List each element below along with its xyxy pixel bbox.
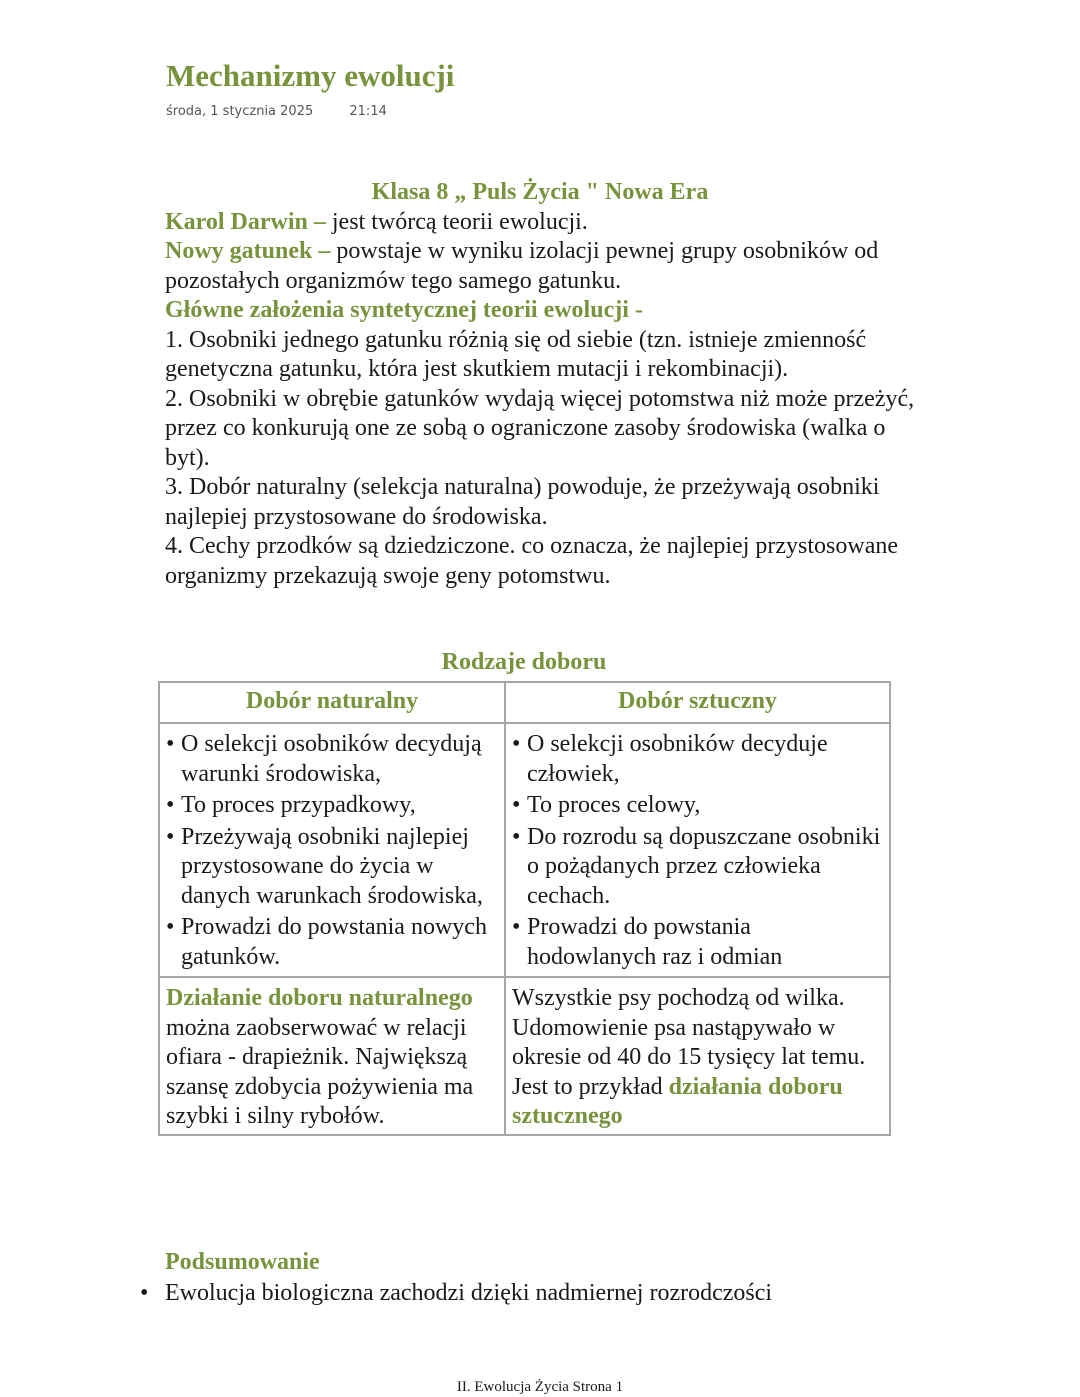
assumption-point: 4. Cechy przodków są dziedziczone. co oznacza, że najlepiej przystosowane organizmy przekazują swoje geny potomstwu. xyxy=(165,533,899,589)
assumption-point: 1. Osobniki jednego gatunku różnią się od siebie (tzn. istnieje zmienność genetyczna gatunku, która jest skutkiem mutacji i rekombinacji). xyxy=(165,326,867,382)
species-term: Nowy gatunek – xyxy=(165,238,331,264)
page-footer: II. Ewolucja Życia Strona 1 xyxy=(456,1379,624,1395)
natural-example-cell xyxy=(159,977,505,1135)
selection-table xyxy=(158,681,891,1136)
header-natural: Dobór naturalny xyxy=(159,682,505,723)
list-item: • Przeżywają osobniki najlepiej przystosowane do życia w danych warunkach środowiska, xyxy=(166,823,498,912)
species-text: powstaje w wyniku izolacji pewnej grupy osobników od pozostałych organizmów tego samego gatunku. xyxy=(165,238,879,294)
natural-features-list xyxy=(166,730,498,972)
species-paragraph xyxy=(165,237,925,296)
list-item: • Do rozrodu są dopuszczane osobniki o pożądanych przez człowieka cechach. xyxy=(512,823,883,912)
summary-title: Podsumowanie xyxy=(165,1249,320,1275)
list-item: • To proces celowy, xyxy=(512,791,883,821)
assumptions-title: Główne założenia syntetycznej teorii ewolucji - xyxy=(165,297,643,323)
list-item: • O selekcji osobników decydują warunki środowiska, xyxy=(166,730,498,789)
table-row xyxy=(159,977,890,1135)
assumption-point: 2. Osobniki w obrębie gatunków wydają więcej potomstwa niż może przeżyć, przez co konkurują one ze sobą o ograniczone zasoby środowiska (walka o byt). xyxy=(165,385,915,471)
class-heading: Klasa 8 „ Puls Życia " Nowa Era xyxy=(371,179,709,205)
bullet-symbol: • xyxy=(140,1280,149,1306)
natural-example-text: można zaobserwować w relacji ofiara - drapieżnik. Największą szansę zdobycia pożywienia ma szybki i silny rybołów. xyxy=(166,1014,474,1129)
natural-example-term: Działanie doboru naturalnego xyxy=(166,985,473,1011)
summary-bullet xyxy=(140,1279,772,1309)
selection-types-title: Rodzaje doboru xyxy=(441,649,607,675)
darwin-text: jest twórcą teorii ewolucji. xyxy=(325,208,588,235)
list-item: • To proces przypadkowy, xyxy=(166,791,498,821)
table-header-row xyxy=(159,682,890,723)
page-date: środa, 1 stycznia 2025 xyxy=(166,104,314,119)
assumption-point: 3. Dobór naturalny (selekcja naturalna) powoduje, że przeżywają osobniki najlepiej przystosowane do środowiska. xyxy=(165,474,880,530)
artificial-example-cell xyxy=(505,977,890,1135)
darwin-paragraph xyxy=(165,208,925,238)
page-time: 21:14 xyxy=(349,104,387,119)
artificial-example-text: Wszystkie psy pochodzą od wilka. Udomowienie psa nastąpywało w okresie od 40 do 15 tysięcy lat temu. Jest to przykład xyxy=(512,985,866,1100)
list-item: • Prowadzi do powstania nowych gatunków. xyxy=(166,913,498,972)
artificial-features-list xyxy=(512,730,883,972)
table-row xyxy=(159,723,890,977)
summary-bullet-text: Ewolucja biologiczna zachodzi dzięki nadmiernej rozrodczości xyxy=(165,1280,773,1306)
note-body xyxy=(165,178,925,591)
list-item: • Prowadzi do powstania hodowlanych raz i odmian xyxy=(512,913,883,972)
natural-features-cell xyxy=(159,723,505,977)
darwin-term: Karol Darwin – xyxy=(165,208,326,235)
artificial-features-cell xyxy=(505,723,890,977)
artificial-example-term: działania doboru sztucznego xyxy=(512,1073,843,1129)
header-artificial: Dobór sztuczny xyxy=(505,682,890,723)
page-meta xyxy=(166,104,387,119)
list-item: • O selekcji osobników decyduje człowiek, xyxy=(512,730,883,789)
page-title: Mechanizmy ewolucji xyxy=(166,58,455,93)
